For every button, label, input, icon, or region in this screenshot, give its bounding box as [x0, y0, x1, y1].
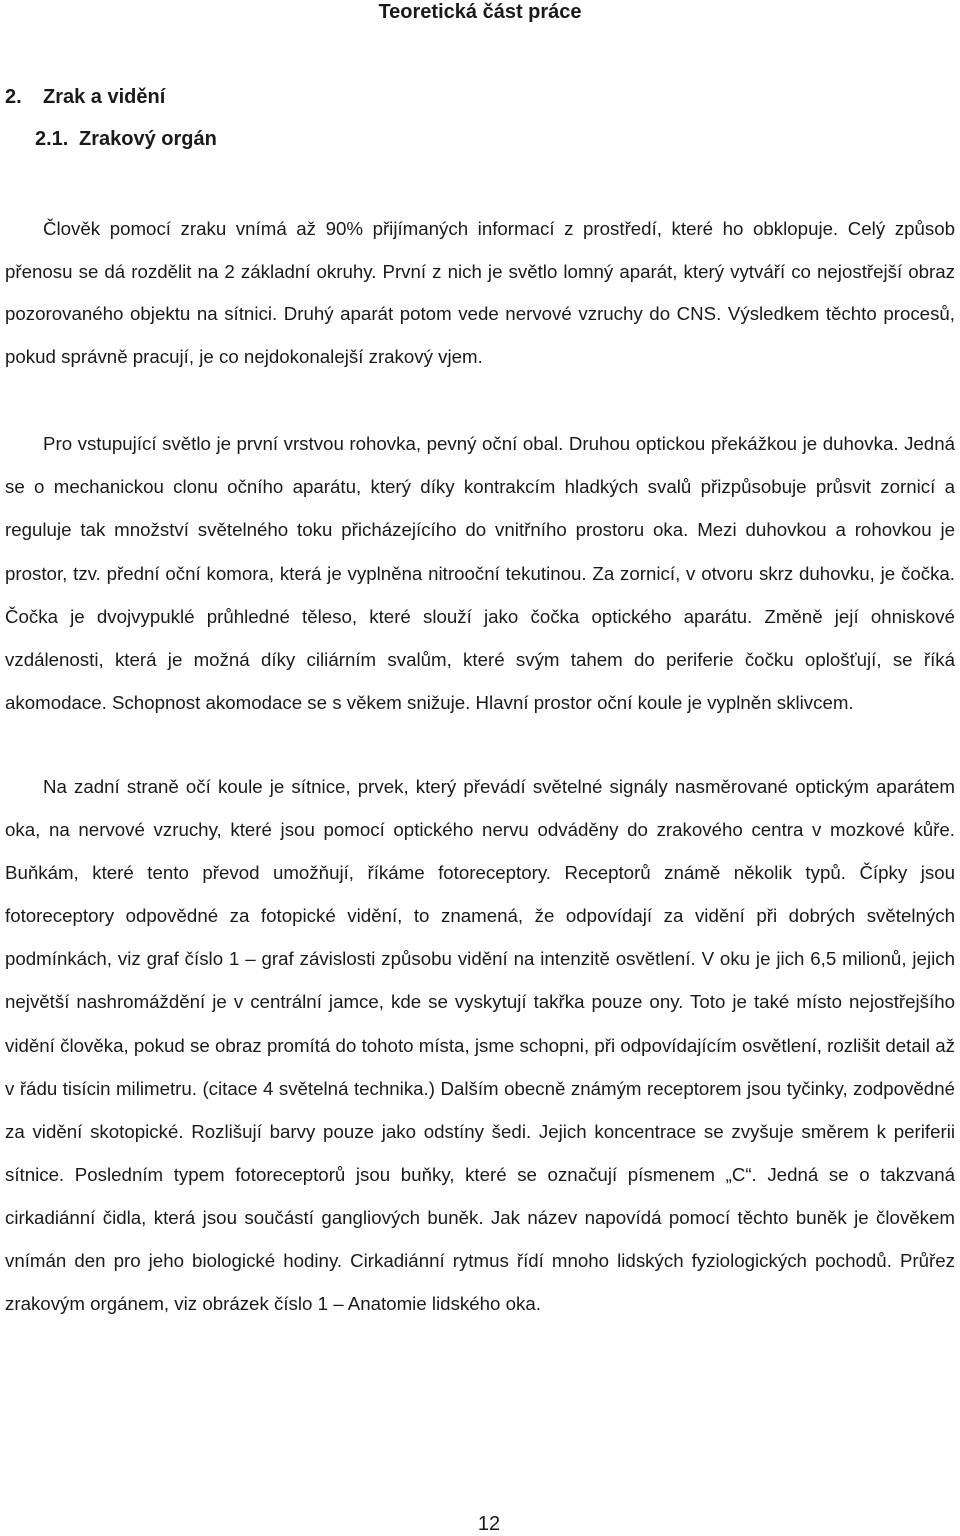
section-heading: [5, 85, 165, 109]
paragraph-text: Pro vstupující světlo je první vrstvou rohovka, pevný oční obal. Druhou optickou překážkou je duhovka. Jedná se o mechanickou clonu očního aparátu, který díky kontrakcím hladkých svalů přizpůsobuje průsvit zornicí a reguluje tak množství světelného toku přicházejícího do vnitřního prostoru oka. Mezi duhovkou a rohovkou je prostor, tzv. přední oční komora, která je vyplněna nitrooční tekutinou. Za zornicí, v otvoru skrz duhovku, je čočka. Čočka je dvojvypuklé průhledné těleso, které slouží jako čočka optického aparátu. Změně její ohniskové vzdálenosti, která je možná díky ciliárním svalům, které svým tahem do periferie čočku oplošťují, se říká akomodace. Schopnost akomodace se s věkem snižuje. Hlavní prostor oční koule je vyplněn sklivcem.: [5, 433, 955, 714]
paragraph-text: Na zadní straně očí koule je sítnice, prvek, který převádí světelné signály nasměrované optickým aparátem oka, na nervové vzruchy, které jsou pomocí optického nervu odváděny do zrakového centra v mozkové kůře. Buňkám, které tento převod umožňují, říkáme fotoreceptory. Receptorů známě několik typů. Čípky jsou fotoreceptory odpovědné za fotopické vidění, to znamená, že odpovídají za vidění při dobrých světelných podmínkách, viz graf číslo 1 – graf závislosti způsobu vidění na intenzitě osvětlení. V oku je jich 6,5 milionů, jejich největší nashromáždění je v centrální jamce, kde se vyskytují takřka pouze ony. Toto je také místo nejostřejšího vidění člověka, pokud se obraz promítá do tohoto místa, jsme schopni, při odpovídajícím osvětlení, rozlišit detail až v řádu tisícin milimetru. (citace 4 světelná technika.) Dalším obecně známým receptorem jsou tyčinky, zodpovědné za vidění skotopické. Rozlišují barvy pouze jako odstíny šedi. Jejich koncentrace se zvyšuje směrem k periferii sítnice. Posledním typem fotoreceptorů jsou buňky, které se označují písmenem „C“. Jedná se o takzvaná cirkadiánní čidla, která jsou součástí gangliových buněk. Jak název napovídá pomocí těchto buněk je člověkem vnímán den pro jeho biologické hodiny. Cirkadiánní rytmus řídí mnoho lidských fyziologických pochodů. Průřez zrakovým orgánem, viz obrázek číslo 1 – Anatomie lidského oka.: [5, 776, 955, 1315]
paragraph-visual-system: [5, 208, 955, 378]
paragraph-retina: [5, 765, 955, 1325]
page-number: [0, 1512, 960, 1536]
subsection-heading: [5, 127, 217, 151]
subsection-number: 2.1.: [35, 128, 69, 150]
section-number: 2.: [5, 86, 22, 108]
paragraph-eye-optics: [5, 422, 955, 724]
page-number-text: 12: [477, 1513, 501, 1535]
subsection-title: Zrakový orgán: [79, 128, 217, 150]
paragraph-text: Člověk pomocí zraku vnímá až 90% přijímaných informací z prostředí, které ho obklopuje. Celý způsob přenosu se dá rozdělit na 2 základní okruhy. První z nich je světlo lomný aparát, který vytváří co nejostřejší obraz pozorovaného objektu na sítnici. Druhý aparát potom vede nervové vzruchy do CNS. Výsledkem těchto procesů, pokud správně pracují, je co nejdokonalejší zrakový vjem.: [5, 218, 955, 367]
section-title: Zrak a vidění: [43, 86, 166, 108]
page-header: [0, 0, 960, 24]
page-header-title: Teoretická část práce: [378, 1, 582, 23]
